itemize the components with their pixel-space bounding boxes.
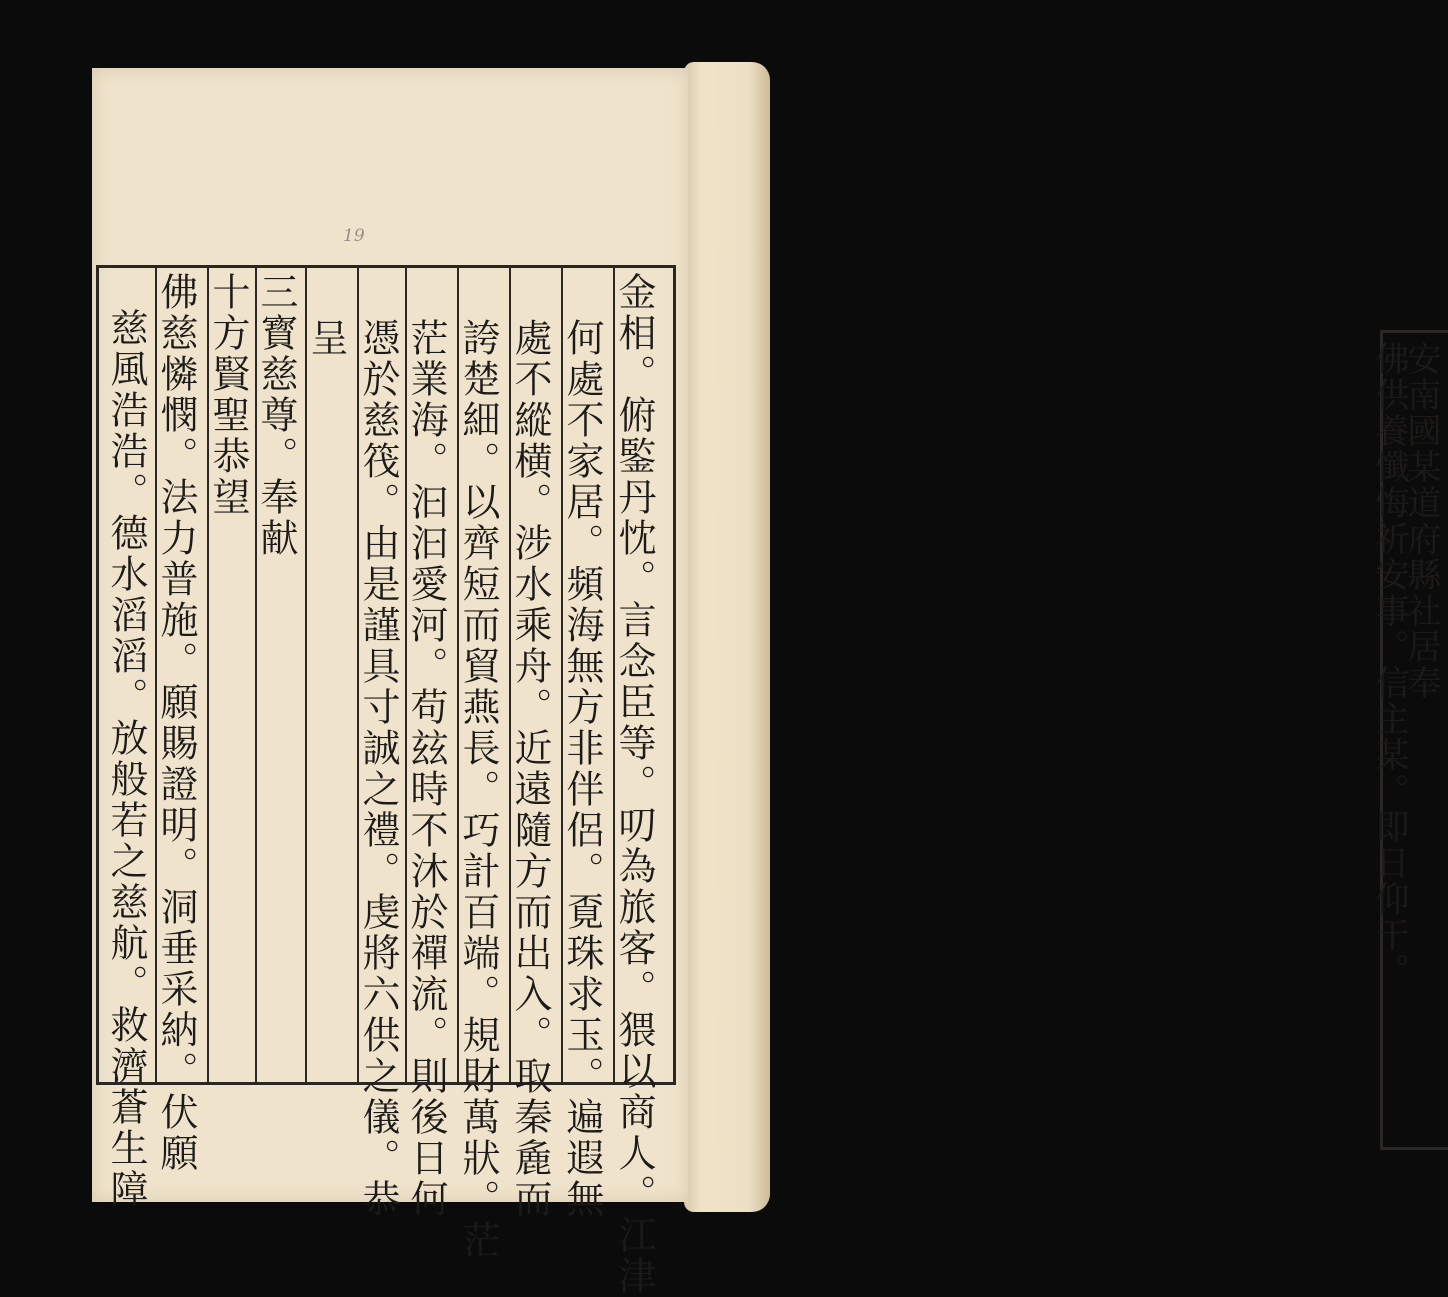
text-column-5: 茫業海。汩汩愛河。苟玆時不沐於禪流。則後日何 xyxy=(404,318,448,1220)
side-column-1: 安南國某道府縣社居奉 xyxy=(1401,341,1441,701)
side-column-2: 佛供養懺悔祈安事。信主某。即日仰干。 xyxy=(1369,341,1409,989)
text-column-11: 慈風浩浩。德水滔滔。放般若之慈航。救濟蒼生障 xyxy=(104,308,148,1210)
text-column-7: 呈 xyxy=(304,318,348,359)
print-block xyxy=(96,265,676,1297)
folio-number: 19 xyxy=(343,226,365,246)
text-column-6: 憑於慈筏。由是謹具寸誠之禮。虔將六供之儀。恭 xyxy=(356,318,400,1220)
text-column-8: 三寳慈尊。奉献 xyxy=(254,272,298,559)
text-column-3: 處不縱横。涉水乘舟。近遠隨方而出入。取秦麁而 xyxy=(508,318,552,1220)
text-column-2: 何處不家居。頻海無方非伴侶。覔珠求玉。遍遐無 xyxy=(560,318,604,1220)
adjacent-page xyxy=(684,62,1441,1212)
text-column-9: 十方賢聖恭望 xyxy=(206,272,250,518)
text-column-4: 誇楚細。以齊短而貿燕長。巧計百端。規財萬狀。茫 xyxy=(456,318,500,1261)
adjacent-print-block xyxy=(1369,330,1448,1150)
text-column-1: 金相。俯鍳丹忱。言念臣等。叨為旅客。猥以商人。江津 xyxy=(612,272,656,1297)
text-column-10: 佛慈憐憫。法力普施。願賜證明。洞垂采納。伏願 xyxy=(154,272,198,1174)
